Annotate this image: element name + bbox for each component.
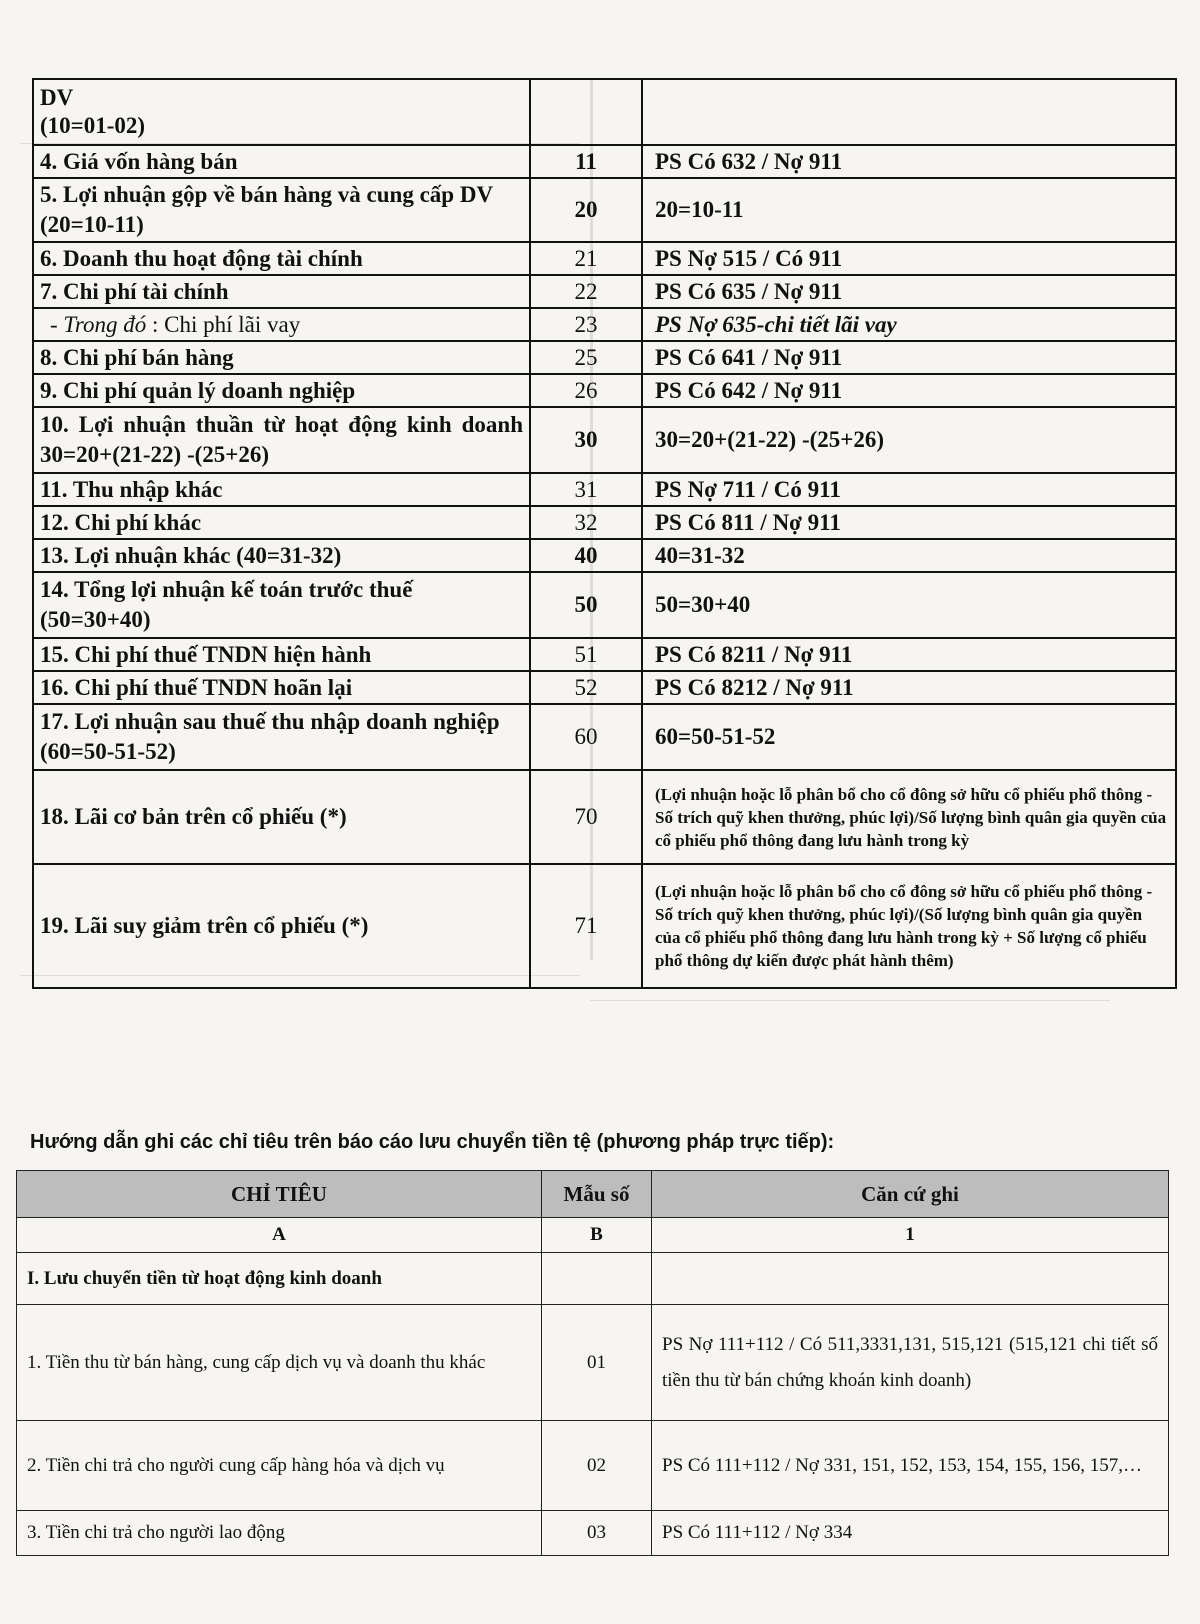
code-cell	[530, 79, 642, 145]
table-row	[33, 374, 1176, 407]
subheader-code: B	[542, 1218, 652, 1253]
basis-cell: PS Có 111+112 / Nợ 331, 151, 152, 153, 154, 155, 156, 157,…	[652, 1421, 1169, 1511]
table-row	[17, 1305, 1169, 1421]
table-row	[33, 79, 1176, 145]
subheader-basis: 1	[652, 1218, 1169, 1253]
code-cell: 11	[530, 145, 642, 178]
table-row	[17, 1421, 1169, 1511]
item-cell: 10. Lợi nhuận thuần từ hoạt động kinh doanh 30=20+(21-22) -(25+26)	[33, 407, 530, 473]
basis-cell: PS Nợ 515 / Có 911	[642, 242, 1176, 275]
table-row	[33, 407, 1176, 473]
code-cell: 21	[530, 242, 642, 275]
code-cell: 40	[530, 539, 642, 572]
code-cell: 31	[530, 473, 642, 506]
table-header-row	[17, 1171, 1169, 1218]
table-row	[33, 473, 1176, 506]
code-cell: 70	[530, 770, 642, 864]
item-cell: 5. Lợi nhuận gộp về bán hàng và cung cấp DV (20=10-11)	[33, 178, 530, 242]
code-cell: 22	[530, 275, 642, 308]
code-cell: 01	[542, 1305, 652, 1421]
basis-cell: PS Có 8211 / Nợ 911	[642, 638, 1176, 671]
item-cell: 6. Doanh thu hoạt động tài chính	[33, 242, 530, 275]
basis-cell: PS Có 632 / Nợ 911	[642, 145, 1176, 178]
table-row	[33, 638, 1176, 671]
table-row	[33, 341, 1176, 374]
item-cell: 18. Lãi cơ bản trên cổ phiếu (*)	[33, 770, 530, 864]
basis-cell: 50=30+40	[642, 572, 1176, 638]
code-cell: 30	[530, 407, 642, 473]
basis-cell: PS Có 642 / Nợ 911	[642, 374, 1176, 407]
item-cell: 15. Chi phí thuế TNDN hiện hành	[33, 638, 530, 671]
table-row	[33, 178, 1176, 242]
basis-cell: PS Có 641 / Nợ 911	[642, 341, 1176, 374]
item-cell: 4. Giá vốn hàng bán	[33, 145, 530, 178]
section-row	[17, 1253, 1169, 1305]
item-cell: DV (10=01-02)	[33, 79, 530, 145]
header-basis: Căn cứ ghi	[652, 1171, 1169, 1218]
subheader-item: A	[17, 1218, 542, 1253]
item-cell: 19. Lãi suy giảm trên cổ phiếu (*)	[33, 864, 530, 988]
basis-cell: (Lợi nhuận hoặc lỗ phân bổ cho cổ đông sở hữu cổ phiếu phổ thông - Số trích quỹ khen thưởng, phúc lợi)/Số lượng bình quân gia quyền của cổ phiếu phổ thông đang lưu hành trong kỳ	[642, 770, 1176, 864]
item-prefix: - Trong đó	[50, 311, 147, 337]
item-cell: 12. Chi phí khác	[33, 506, 530, 539]
item-cell: 8. Chi phí bán hàng	[33, 341, 530, 374]
cashflow-table	[16, 1170, 1169, 1556]
item-cell	[33, 308, 530, 341]
code-cell: 03	[542, 1511, 652, 1556]
basis-cell: PS Có 8212 / Nợ 911	[642, 671, 1176, 704]
empty-cell	[652, 1253, 1169, 1305]
section-title: I. Lưu chuyển tiền từ hoạt động kinh doanh	[17, 1253, 542, 1305]
basis-cell: PS Có 811 / Nợ 911	[642, 506, 1176, 539]
cashflow-section-heading: Hướng dẫn ghi các chỉ tiêu trên báo cáo lưu chuyển tiền tệ (phương pháp trực tiếp):	[30, 1131, 835, 1153]
basis-cell: 30=20+(21-22) -(25+26)	[642, 407, 1176, 473]
table-row	[33, 145, 1176, 178]
basis-cell	[642, 79, 1176, 145]
item-cell: 7. Chi phí tài chính	[33, 275, 530, 308]
item-cell: 14. Tổng lợi nhuận kế toán trước thuế (50=30+40)	[33, 572, 530, 638]
table-row	[33, 308, 1176, 341]
table-row	[33, 864, 1176, 988]
item-cell: 2. Tiền chi trả cho người cung cấp hàng hóa và dịch vụ	[17, 1421, 542, 1511]
code-cell: 52	[530, 671, 642, 704]
basis-cell: PS Nợ 635-chi tiết lãi vay	[642, 308, 1176, 341]
table-row	[33, 275, 1176, 308]
basis-cell: PS Nợ 711 / Có 911	[642, 473, 1176, 506]
item-cell: 16. Chi phí thuế TNDN hoãn lại	[33, 671, 530, 704]
empty-cell	[542, 1253, 652, 1305]
table-row	[33, 770, 1176, 864]
table-row	[33, 539, 1176, 572]
item-cell: 11. Thu nhập khác	[33, 473, 530, 506]
code-cell: 32	[530, 506, 642, 539]
item-cell: 1. Tiền thu từ bán hàng, cung cấp dịch vụ và doanh thu khác	[17, 1305, 542, 1421]
code-cell: 20	[530, 178, 642, 242]
basis-cell: PS Nợ 111+112 / Có 511,3331,131, 515,121 (515,121 chi tiết số tiền thu từ bán chứng khoán kinh doanh)	[652, 1305, 1169, 1421]
basis-cell: PS Có 111+112 / Nợ 334	[652, 1511, 1169, 1556]
basis-cell: 60=50-51-52	[642, 704, 1176, 770]
header-item: CHỈ TIÊU	[17, 1171, 542, 1218]
basis-cell: 40=31-32	[642, 539, 1176, 572]
code-cell: 51	[530, 638, 642, 671]
table-row	[17, 1511, 1169, 1556]
basis-cell: (Lợi nhuận hoặc lỗ phân bổ cho cổ đông sở hữu cổ phiếu phổ thông - Số trích quỹ khen thưởng, phúc lợi)/(Số lượng bình quân gia quyền của cổ phiếu phổ thông đang lưu hành trong kỳ + Số lượng cổ phiếu phổ thông dự kiến được phát hành thêm)	[642, 864, 1176, 988]
item-cell: 9. Chi phí quản lý doanh nghiệp	[33, 374, 530, 407]
income-statement-table	[32, 78, 1177, 989]
code-cell: 23	[530, 308, 642, 341]
table-row	[33, 242, 1176, 275]
table-row	[33, 572, 1176, 638]
basis-cell: PS Có 635 / Nợ 911	[642, 275, 1176, 308]
code-cell: 50	[530, 572, 642, 638]
header-code: Mẫu số	[542, 1171, 652, 1218]
code-cell: 71	[530, 864, 642, 988]
code-cell: 60	[530, 704, 642, 770]
item-cell: 17. Lợi nhuận sau thuế thu nhập doanh nghiệp (60=50-51-52)	[33, 704, 530, 770]
table-row	[33, 506, 1176, 539]
code-cell: 26	[530, 374, 642, 407]
code-cell: 02	[542, 1421, 652, 1511]
table-row	[33, 671, 1176, 704]
code-cell: 25	[530, 341, 642, 374]
item-cell: 3. Tiền chi trả cho người lao động	[17, 1511, 542, 1556]
table-subheader-row	[17, 1218, 1169, 1253]
item-cell: 13. Lợi nhuận khác (40=31-32)	[33, 539, 530, 572]
item-suffix: : Chi phí lãi vay	[152, 311, 301, 337]
table-row	[33, 704, 1176, 770]
basis-cell: 20=10-11	[642, 178, 1176, 242]
